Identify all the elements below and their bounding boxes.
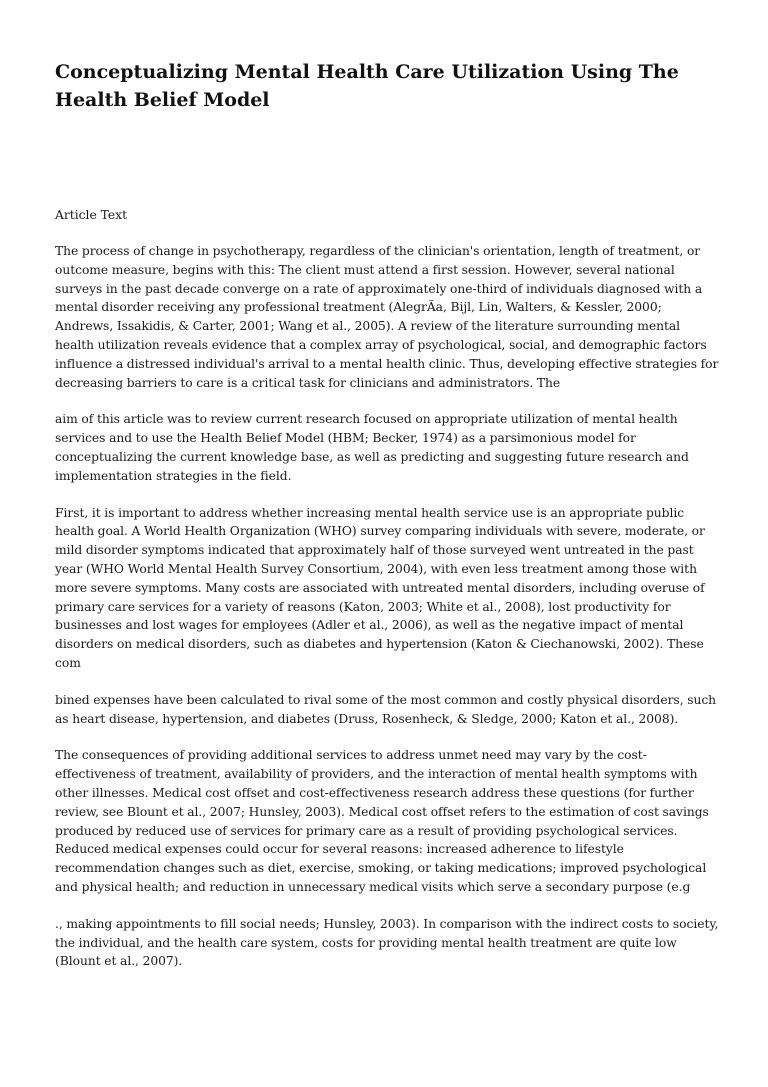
paragraph-5: The consequences of providing additional services to address unmet need may vary by the cost-effectiveness of treatment, availability of providers, and the interaction of mental health symptoms with other illnesses. Medical cost offset and cost-effectiveness research address these questions (for further review, see Blount et al., 2007; Hunsley, 2003). Medical cost offset refers to the estimation of cost savings produced by reduced use of services for primary care as a result of providing psychological services. Reduced medical expenses could occur for several reasons: increased adherence to lifestyle recommendation changes such as diet, exercise, smoking, or taking medications; improved psychological and physical health; and reduction in unnecessary medical visits which serve a secondary purpose (e.g (55, 748, 709, 894)
page-title: Conceptualizing Mental Health Care Utilization Using The Health Belief Model (55, 61, 679, 111)
document-page (55, 58, 720, 983)
paragraph-6: ., making appointments to fill social needs; Hunsley, 2003). In comparison with the indirect costs to society, the individual, and the health care system, costs for providing mental health treatment are quite low (Blount et al., 2007). (55, 916, 719, 969)
paragraph-4: bined expenses have been calculated to rival some of the most common and costly physical disorders, such as heart disease, hypertension, and diabetes (Druss, Rosenheck, & Sledge, 2000; Katon et al., 2008). (55, 692, 717, 726)
paragraph-3: First, it is important to address whether increasing mental health service use is an appropriate public health goal. A World Health Organization (WHO) survey comparing individuals with severe, moderate, or mild disorder symptoms indicated that approximately half of those surveyed went untreated in the past year (WHO World Mental Health Survey Consortium, 2004), with even less treatment among those with more severe symptoms. Many costs are associated with untreated mental disorders, including overuse of primary care services for a variety of reasons (Katon, 2003; White et al., 2008), lost productivity for businesses and lost wages for employees (Adler et al., 2006), as well as the negative impact of mental disorders on medical disorders, such as diabetes and hypertension (Katon & Ciechanowski, 2002). These com (55, 505, 705, 670)
section-label: Article Text (55, 208, 128, 222)
paragraph-1: The process of change in psychotherapy, regardless of the clinician's orientation, length of treatment, or outcome measure, begins with this: The client must attend a first session. However, several national surveys in the past decade converge on a rate of approximately one-third of individuals diagnosed with a mental disorder receiving any professional treatment (AlegrÃa, Bijl, Lin, Walters, & Kessler, 2000; Andrews, Issakidis, & Carter, 2001; Wang et al., 2005). A review of the literature surrounding mental health utilization reveals evidence that a complex array of psychological, social, and demographic factors influence a distressed individual's arrival to a mental health clinic. Thus, developing effective strategies for decreasing barriers to care is a critical task for clinicians and administrators. The (55, 244, 719, 390)
paragraph-2: aim of this article was to review current research focused on appropriate utilization of mental health services and to use the Health Belief Model (HBM; Becker, 1974) as a parsimonious model for conceptualizing the current knowledge base, as well as predicting and suggesting future research and implementation strategies in the field. (55, 412, 689, 483)
